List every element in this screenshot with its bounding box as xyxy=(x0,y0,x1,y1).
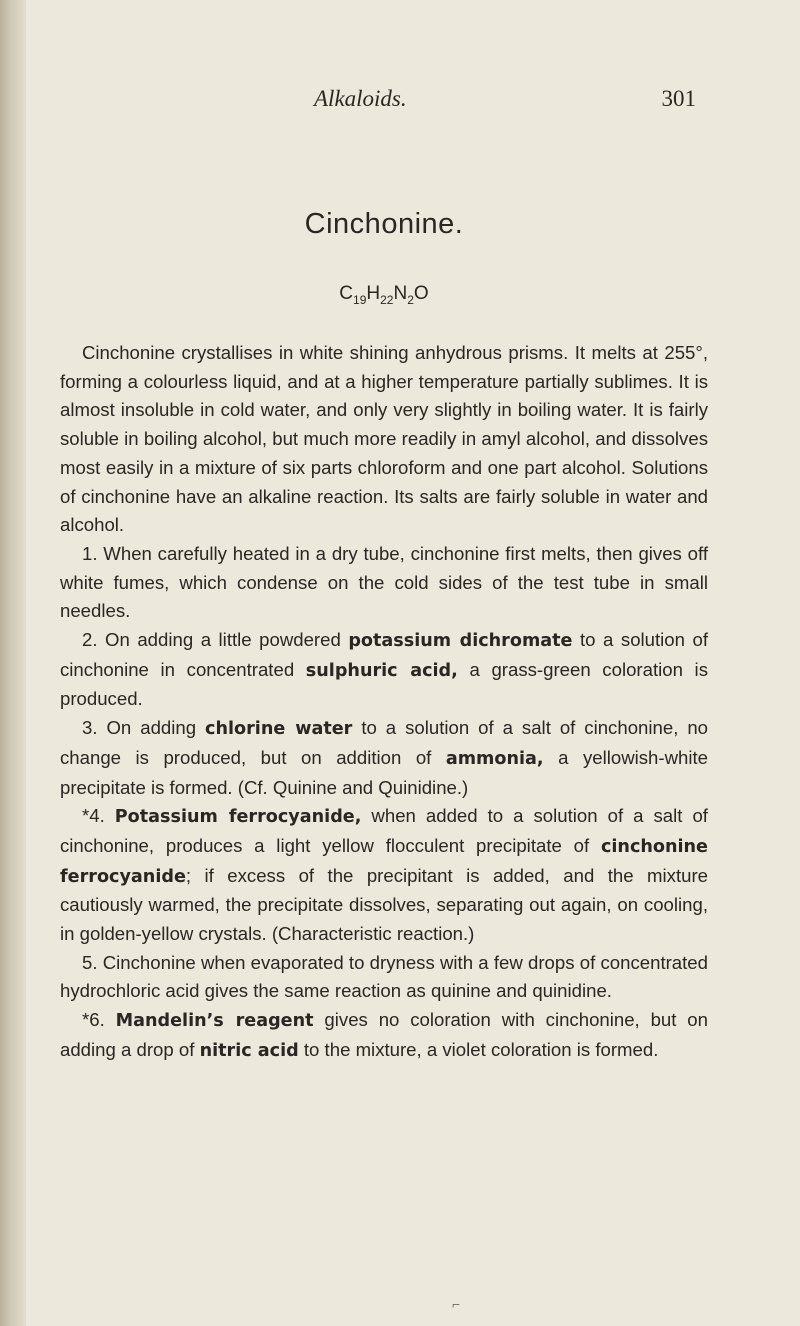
chemical-formula: $C_{19}H_{22}N_2O$ xyxy=(339,283,429,307)
reagent-term: nitric acid xyxy=(199,1040,299,1061)
book-page xyxy=(60,0,708,1326)
reagent-term: potassium dichromate xyxy=(348,631,573,652)
running-title: Alkaloids. xyxy=(314,86,407,111)
intro-paragraph: Cinchonine crystallises in white shining anhydrous prisms. It melts at 255°, forming a colourless liquid, and at a higher temperature partially sublimes. It is almost insoluble in cold water, and only very slightly in boiling water. It is fairly soluble in boiling alcohol, but much more readily in amyl alcohol, and dissolves most easily in a mixture of six parts chloroform and one part alcohol. Solutions of cinchonine have an alkaline reaction. Its salts are fairly soluble in water and alcohol. xyxy=(60,342,708,536)
reagent-term: Mandelin’s reagent xyxy=(115,1011,314,1032)
reagent-term: chlorine water xyxy=(205,719,353,740)
reagent-term: Potassium ferrocyanide, xyxy=(114,807,362,828)
test-6-paragraph: *6. Mandelin’s reagent gives no coloration with cinchonine, but on adding a drop of nitric acid to the mixture, a violet coloration is formed. xyxy=(60,1009,708,1061)
body-text xyxy=(60,339,708,1066)
test-3-paragraph: 3. On adding chlorine water to a solution of a salt of cinchonine, no change is produced, but on addition of ammonia, a yellowish-white precipitate is formed. (Cf. Quinine and Quinidine.) xyxy=(60,717,708,798)
test-2-paragraph: 2. On adding a little powdered potassium dichromate to a solution of cinchonine in concentrated sulphuric acid, a grass-green coloration is produced. xyxy=(60,629,709,710)
page-number: 301 xyxy=(661,86,696,111)
test-5-paragraph: 5. Cinchonine when evaporated to dryness with a few drops of concentrated hydrochloric acid gives the same reaction as quinine and quinidine. xyxy=(60,951,708,1002)
running-header xyxy=(60,86,708,118)
test-1-paragraph: 1. When carefully heated in a dry tube, cinchonine first melts, then gives off white fumes, which condense on the cold sides of the test tube in small needles. xyxy=(60,542,708,622)
product-term: cinchonine ferrocyanide xyxy=(60,836,708,887)
reagent-term: sulphuric acid, xyxy=(305,660,458,681)
chapter-title: Cinchonine. xyxy=(304,208,464,240)
reagent-term: ammonia, xyxy=(445,748,544,769)
test-4-paragraph: *4. Potassium ferrocyanide, when added to a solution of a salt of cinchonine, produces a light yellow flocculent precipitate of cinchonine ferrocyanide; if excess of the precipitant is added, and the mixture cautiously warmed, the precipitate dissolves, separating out again, on cooling, in golden-yellow crystals. (Characteristic reaction.) xyxy=(60,805,708,945)
page-gutter-shadow xyxy=(0,0,26,1326)
pencil-mark: ⌐ xyxy=(452,1298,460,1313)
